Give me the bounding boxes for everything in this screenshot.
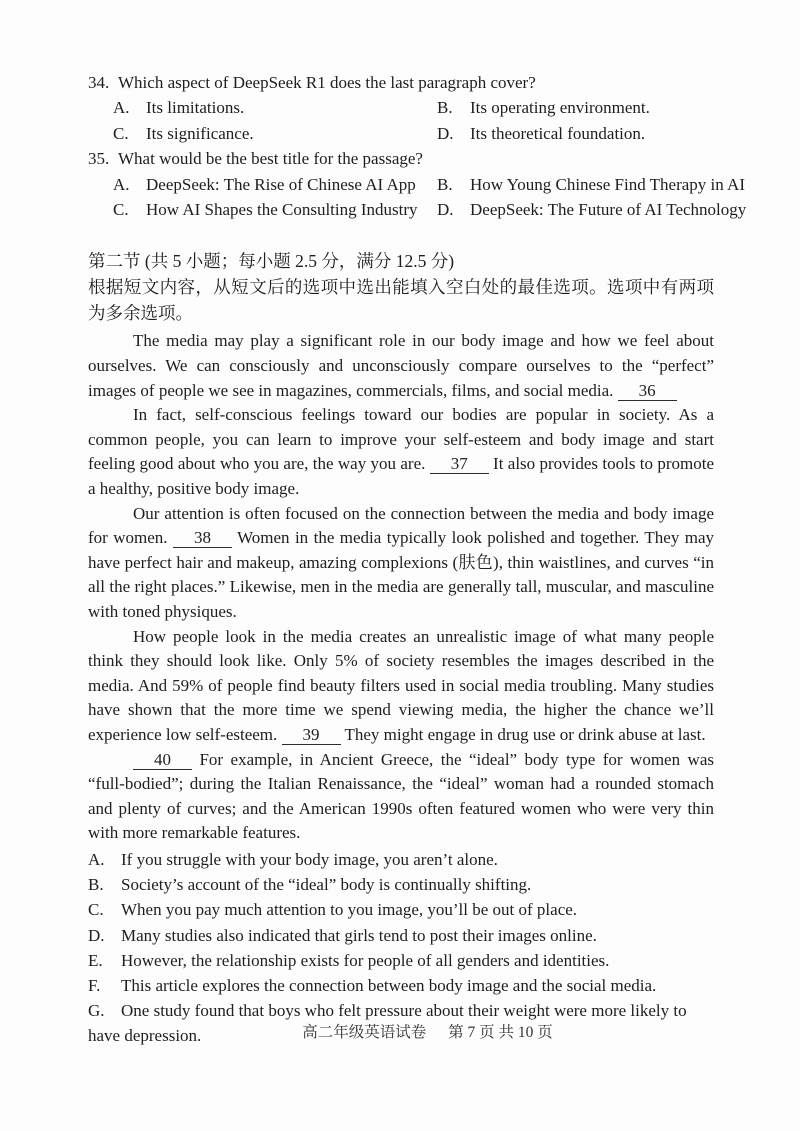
choice-text: However, the relationship exists for people of all genders and identities. xyxy=(121,950,610,970)
option-label: C. xyxy=(113,123,129,143)
section-instructions: 根据短文内容，从短文后的选项中选出能填入空白处的最佳选项。选项中有两项为多余选项。 xyxy=(88,277,714,324)
choice-a xyxy=(88,847,714,872)
option-c xyxy=(113,197,437,222)
choice-f xyxy=(88,973,714,998)
choice-e xyxy=(88,948,714,973)
choice-d xyxy=(88,923,714,948)
question-text: What would be the best title for the passage? xyxy=(118,149,423,169)
option-text: Its significance. xyxy=(146,123,254,143)
question-34-options xyxy=(88,95,714,146)
passage xyxy=(88,329,714,845)
choice-b xyxy=(88,872,714,897)
choice-label: E. xyxy=(88,950,103,970)
option-d xyxy=(437,197,746,222)
footer-page-info: 第 7 页 共 10 页 xyxy=(448,1024,553,1041)
choice-c xyxy=(88,897,714,922)
option-text: Its theoretical foundation. xyxy=(470,123,646,143)
option-label: A. xyxy=(113,174,130,194)
choice-label: G. xyxy=(88,1001,105,1021)
choice-label: A. xyxy=(88,849,105,869)
question-35-stem xyxy=(88,146,714,171)
choice-text: When you pay much attention to you image, you’ll be out of place. xyxy=(121,900,578,920)
choice-label: F. xyxy=(88,975,101,995)
section-heading: 第二节 (共 5 小题；每小题 2.5 分，满分 12.5 分) xyxy=(88,251,455,272)
paragraph-text: In fact, self-conscious feelings toward our bodies are popular in society. As a common people, you can learn to improve your self-esteem and body image and start feeling good about who you are, the way you are. xyxy=(88,405,714,474)
choice-label: C. xyxy=(88,900,104,920)
blank-36: 36 xyxy=(618,381,677,401)
passage-paragraph xyxy=(88,329,714,403)
option-text: DeepSeek: The Future of AI Technology xyxy=(470,200,747,220)
option-d xyxy=(437,121,714,146)
question-34-stem xyxy=(88,70,714,95)
choice-text: This article explores the connection between body image and the social media. xyxy=(121,975,657,995)
question-35 xyxy=(88,146,747,222)
option-label: D. xyxy=(437,123,454,143)
passage-paragraph xyxy=(88,748,714,846)
choice-list xyxy=(88,847,714,1049)
paragraph-text: How people look in the media creates an unrealistic image of what many people think they should look like. Only 5% of society resembles the images described in the media. And 59% of people find beauty filters used in social media troubling. Many studies have shown that the more time we spend viewing media, the higher the chance we’ll experience low self-esteem. xyxy=(88,626,714,744)
blank-40: 40 xyxy=(133,750,192,770)
option-c xyxy=(113,121,437,146)
question-text: Which aspect of DeepSeek R1 does the last paragraph cover? xyxy=(118,73,536,92)
option-text: How AI Shapes the Consulting Industry xyxy=(146,200,418,220)
option-b xyxy=(437,95,714,120)
option-text: Its limitations. xyxy=(146,98,245,118)
option-label: B. xyxy=(437,98,453,118)
choice-label: B. xyxy=(88,875,104,895)
question-number: 34. xyxy=(88,73,110,92)
page-content xyxy=(88,70,747,1049)
option-text: Its operating environment. xyxy=(470,98,650,118)
blank-37: 37 xyxy=(430,454,489,474)
question-34 xyxy=(88,70,714,146)
passage-paragraph xyxy=(88,403,714,501)
choice-label: D. xyxy=(88,925,105,945)
choice-text: Many studies also indicated that girls tend to post their images online. xyxy=(121,925,597,945)
paragraph-text: They might engage in drug use or drink abuse at last. xyxy=(340,724,706,744)
question-35-options xyxy=(88,172,747,223)
option-a xyxy=(113,95,437,120)
page-footer xyxy=(0,1020,800,1042)
option-text: How Young Chinese Find Therapy in AI xyxy=(470,174,745,194)
passage-paragraph xyxy=(88,502,714,625)
paragraph-text: Our attention is often focused on the connection between the media and body image for women. xyxy=(88,503,714,548)
option-label: C. xyxy=(113,200,129,220)
paragraph-text: It also provides tools to promote a healthy, positive body image. xyxy=(88,454,714,498)
option-label: B. xyxy=(437,174,453,194)
question-number: 35. xyxy=(88,149,110,169)
choice-text: One study found that boys who felt pressure about their weight were more likely to have depression. xyxy=(88,1001,687,1046)
option-a xyxy=(113,172,437,197)
choice-text: Society’s account of the “ideal” body is continually shifting. xyxy=(121,875,532,895)
blank-38: 38 xyxy=(173,528,232,548)
paragraph-text: Women in the media typically look polished and together. They may have perfect hair and makeup, amazing complexions (肤色), thin waistlines, and curves “in all the right places.” Likewise, men in the media are generally tall, muscular, and masculine with toned physiques. xyxy=(88,528,715,621)
option-text: DeepSeek: The Rise of Chinese AI App xyxy=(146,174,416,194)
option-b xyxy=(437,172,746,197)
paragraph-text: The media may play a significant role in our body image and how we feel about ourselves. We can consciously and unconsciously compare ourselves to the “perfect” images of people we see in magazines, commercials, films, and social media. xyxy=(88,331,714,400)
option-label: A. xyxy=(113,98,130,118)
paragraph-text: For example, in Ancient Greece, the “ideal” body type for women was “full-bodied”; during the Italian Renaissance, the “ideal” woman had a rounded stomach and plenty of curves; and the American 1990s often featured women who were very thin with more remarkable features. xyxy=(88,749,714,843)
passage-paragraph xyxy=(88,625,714,748)
footer-doc-title: 高二年级英语试卷 xyxy=(302,1024,427,1041)
blank-39: 39 xyxy=(282,725,341,745)
choice-text: If you struggle with your body image, you aren’t alone. xyxy=(121,849,498,869)
option-label: D. xyxy=(437,200,454,220)
